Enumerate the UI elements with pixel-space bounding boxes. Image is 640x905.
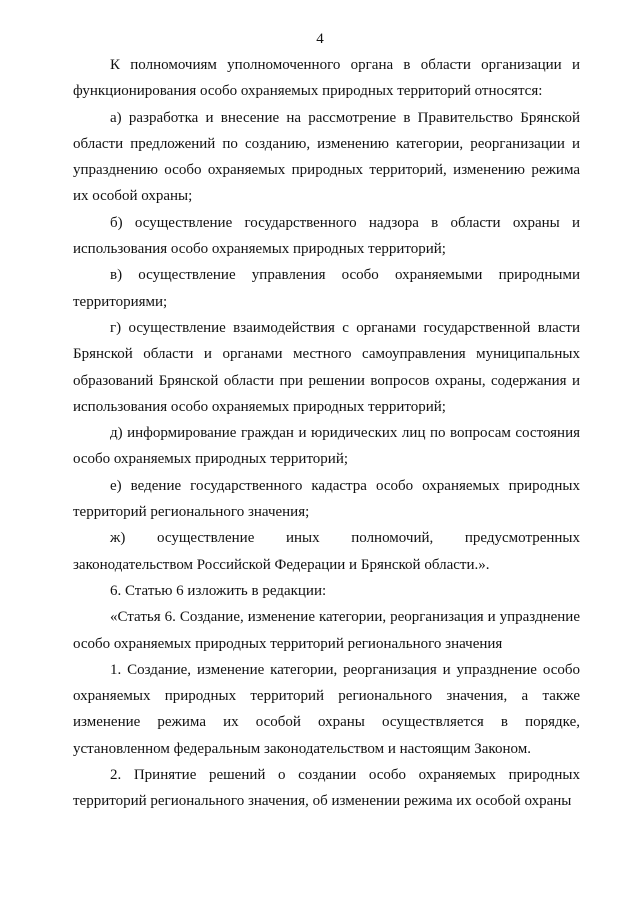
paragraph-item-g: г) осуществление взаимодействия с органами государственной власти Брянской области и органами местного самоуправления муниципальных образований Брянской области при решении вопросов охраны, содержания и использования особо охраняемых природных территорий; [73,319,580,415]
paragraph-item-b: б) осуществление государственного надзора в области охраны и использования особо охраняемых природных территорий; [73,214,580,258]
document-body [73,52,580,815]
paragraph-item-v: в) осуществление управления особо охраняемыми природными территориями; [73,267,580,310]
paragraph-item-e: е) ведение государственного кадастра особо охраняемых природных территорий регионального значения; [73,477,580,521]
page-number: 4 [316,31,324,47]
paragraph-item-zh: ж) осуществление иных полномочий, предусмотренных законодательством Российской Федерации и Брянской области.». [73,530,580,573]
paragraph-intro: К полномочиям уполномоченного органа в области организации и функционирования особо охраняемых природных территорий относятся: [73,57,580,100]
article-6-part-1: 1. Создание, изменение категории, реорганизация и упразднение особо охраняемых природных территорий регионального значения, а также изменение режима их особой охраны осуществляется в порядке, установленном федеральным законодательством и настоящим Законом. [73,661,580,757]
article-6-heading: «Статья 6. Создание, изменение категории, реорганизация и упразднение особо охраняемых природных территорий регионального значения [73,609,580,652]
paragraph-point-6: 6. Статью 6 изложить в редакции: [110,582,327,599]
article-6-part-2: 2. Принятие решений о создании особо охраняемых природных территорий регионального значения, об изменении режима их особой охраны [73,767,580,810]
paragraph-item-d: д) информирование граждан и юридических лиц по вопросам состояния особо охраняемых природных территорий; [73,425,580,468]
paragraph-item-a: а) разработка и внесение на рассмотрение в Правительство Брянской области предложений по созданию, изменению категории, реорганизации и упразднению особо охраняемых природных территорий, изменению режима их особой охраны; [73,109,580,205]
